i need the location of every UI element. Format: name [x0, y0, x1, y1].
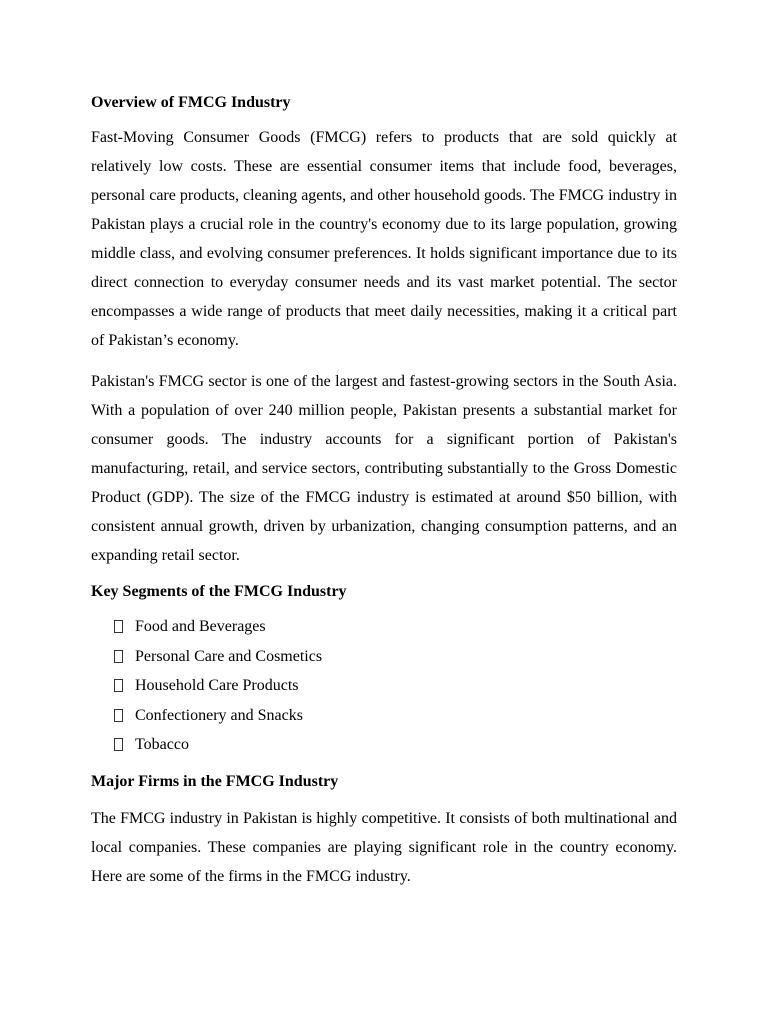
firms-paragraph: The FMCG industry in Pakistan is highly competitive. It consists of both multinational and local companies. These companies are playing significant role in the country economy. Here are some of the firms in the FMCG industry.: [91, 809, 677, 885]
list-item-label: Personal Care and Cosmetics: [135, 647, 323, 665]
list-item-label: Confectionery and Snacks: [135, 706, 303, 724]
list-item-label: Household Care Products: [135, 677, 299, 694]
list-item: [91, 701, 677, 731]
list-item-label: Tobacco: [135, 736, 189, 753]
overview-paragraph-2: Pakistan's FMCG sector is one of the largest and fastest-growing sectors in the South Asia. With a population of over 240 million people, Pakistan presents a substantial market for consumer goods. The industry accounts for a significant portion of Pakistan's manufacturing, retail, and service sectors, contributing substantially to the Gross Domestic Product (GDP). The size of the FMCG industry is estimated at around $50 billion, with consistent annual growth, driven by urbanization, changing consumption patterns, and an expanding retail sector.: [91, 373, 677, 564]
list-item: [91, 671, 677, 701]
missing-glyph-bullet-icon: [114, 620, 123, 633]
missing-glyph-bullet-icon: [114, 738, 123, 751]
section-heading-overview: Overview of FMCG Industry: [91, 94, 291, 111]
list-item: [91, 612, 677, 642]
section-heading-segments: Key Segments of the FMCG Industry: [91, 583, 347, 600]
list-item-label: Food and Beverages: [135, 618, 266, 635]
missing-glyph-bullet-icon: [114, 709, 123, 722]
list-item: [91, 642, 677, 672]
segments-list: [91, 612, 677, 760]
section-heading-firms: Major Firms in the FMCG Industry: [91, 772, 339, 790]
list-item: [91, 730, 677, 760]
missing-glyph-bullet-icon: [114, 650, 123, 663]
missing-glyph-bullet-icon: [114, 679, 123, 692]
overview-paragraph-1: Fast-Moving Consumer Goods (FMCG) refers to products that are sold quickly at relatively low costs. These are essential consumer items that include food, beverages, personal care products, cleaning agents, and other household goods. The FMCG industry in Pakistan plays a crucial role in the country's economy due to its large population, growing middle class, and evolving consumer preferences. It holds significant importance due to its direct connection to everyday consumer needs and its vast market potential. The sector encompasses a wide range of products that meet daily necessities, making it a critical part of Pakistan’s economy.: [91, 129, 677, 349]
